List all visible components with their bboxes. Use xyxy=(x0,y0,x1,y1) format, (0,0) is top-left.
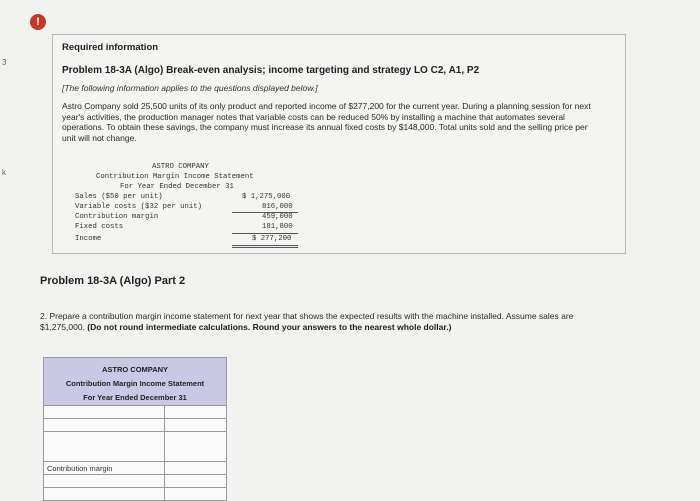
problem-title: Problem 18-3A (Algo) Break-even analysis; income targeting and strategy LO C2, A1, P2 xyxy=(62,65,480,76)
part-title: Problem 18-3A (Algo) Part 2 xyxy=(40,275,186,287)
problem-description: Astro Company sold 25,500 units of its only product and reported income of $277,200 for the current year. During a planning session for next year's activities, the production manager notes that variable costs can be reduced 50% by installing a machine that automates several operations. To obtain these savings, the company must increase its annual fixed costs by $148,000. Total units sold and the selling price per unit will not change. xyxy=(62,101,591,143)
statement-row-value: 181,800 xyxy=(262,223,293,231)
answer-period: For Year Ended December 31 xyxy=(83,392,187,402)
contribution-margin-label: Contribution margin xyxy=(44,462,165,475)
statement-double-underline xyxy=(232,245,298,246)
statement-title: Contribution Margin Income Statement xyxy=(96,173,254,181)
table-row xyxy=(44,406,227,419)
answer-label-input[interactable] xyxy=(44,406,165,419)
table-row xyxy=(44,475,227,488)
table-row xyxy=(44,432,227,462)
statement-row-label: Contribution margin xyxy=(75,213,159,221)
contribution-margin-input[interactable] xyxy=(165,462,227,475)
statement-row-value: $ 1,275,000 xyxy=(242,193,291,201)
part-question-instruction: (Do not round intermediate calculations. Round your answers to the nearest whole dollar.) xyxy=(87,321,452,332)
statement-row-value: $ 277,200 xyxy=(252,235,292,243)
answer-table-header xyxy=(44,358,227,406)
statement-company: ASTRO COMPANY xyxy=(152,163,209,171)
statement-row-label: Sales ($50 per unit) xyxy=(75,193,163,201)
answer-amount-input[interactable] xyxy=(165,419,227,432)
edge-mark: k xyxy=(2,168,6,177)
statement-row-label: Variable costs ($32 per unit) xyxy=(75,203,202,211)
answer-label-input[interactable] xyxy=(44,432,165,462)
table-row xyxy=(44,462,227,475)
answer-label-input[interactable] xyxy=(44,475,165,488)
answer-amount-input[interactable] xyxy=(165,475,227,488)
statement-underline xyxy=(232,233,298,234)
page-number: 3 xyxy=(2,58,7,67)
statement-row-value: 459,000 xyxy=(262,213,293,221)
statement-row-value: 816,000 xyxy=(262,203,293,211)
answer-label-input[interactable] xyxy=(44,419,165,432)
statement-row-label: Fixed costs xyxy=(75,223,124,231)
required-information-heading: Required information xyxy=(62,42,159,53)
part-question-text: 2. Prepare a contribution margin income statement for next year that shows the expected results with the machine installed. Assume sales are $1,275,000. xyxy=(40,311,574,332)
info-note: [The following information applies to the questions displayed below.] xyxy=(62,83,318,93)
alert-glyph: ! xyxy=(36,16,40,28)
answer-amount-input[interactable] xyxy=(165,406,227,419)
alert-icon[interactable] xyxy=(30,14,46,30)
answer-table xyxy=(43,357,227,501)
table-row xyxy=(44,419,227,432)
part-question xyxy=(40,311,620,332)
statement-period: For Year Ended December 31 xyxy=(120,183,234,191)
answer-title: Contribution Margin Income Statement xyxy=(65,378,205,388)
answer-company: ASTRO COMPANY xyxy=(101,364,169,374)
answer-amount-input[interactable] xyxy=(165,432,227,462)
statement-double-underline xyxy=(232,247,298,248)
statement-row-label: Income xyxy=(75,235,102,243)
